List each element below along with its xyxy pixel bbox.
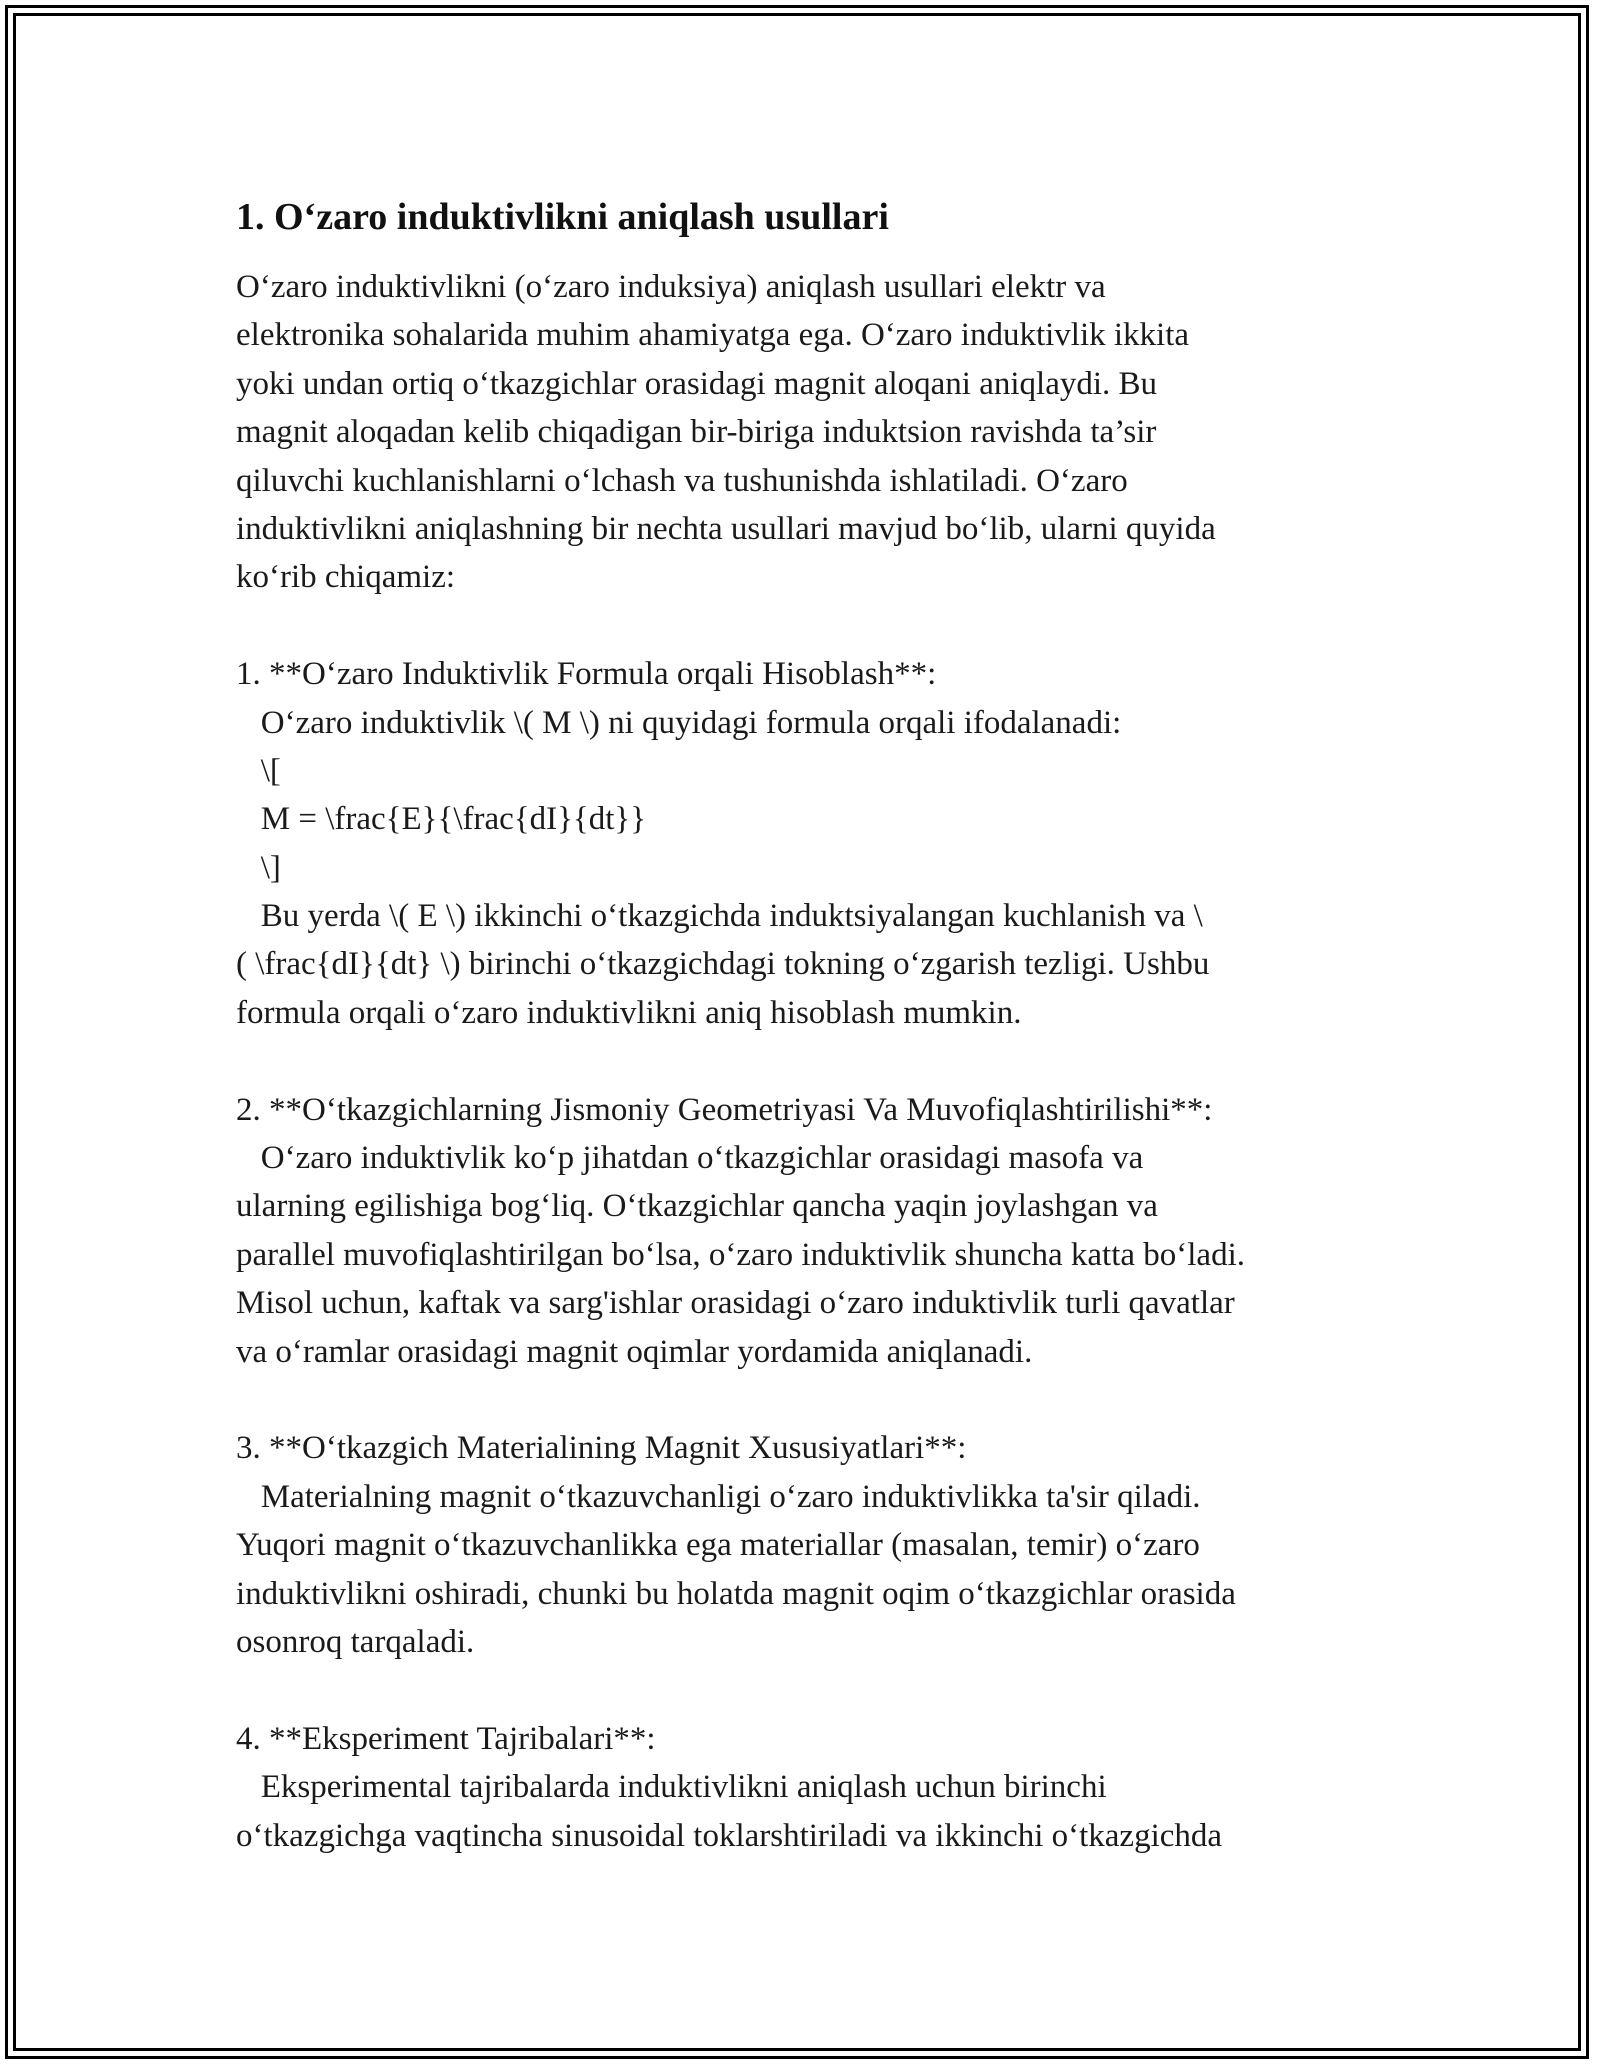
text-line: ularning egilishiga bog‘liq. O‘tkazgichlar qancha yaqin joylashgan va — [236, 1188, 1158, 1225]
text-line: induktivlikni oshiradi, chunki bu holatda magnit oqim o‘tkazgichlar orasida — [236, 1575, 1236, 1612]
text-line: parallel muvofiqlashtirilgan bo‘lsa, o‘zaro induktivlik shuncha katta bo‘ladi. — [236, 1236, 1245, 1273]
blank-line — [236, 602, 1366, 650]
text-line: yoki undan ortiq o‘tkazgichlar orasidagi magnit aloqani aniqlaydi. Bu — [236, 365, 1158, 402]
list-item-heading: 4. **Eksperiment Tajribalari**: — [236, 1720, 656, 1757]
text-line: Bu yerda \( E \) ikkinchi o‘tkazgichda induktsiyalangan kuchlanish va \ — [236, 898, 1203, 935]
formula-line: M = \frac{E}{\frac{dI}{dt}} — [236, 801, 647, 838]
formula-line: \[ — [236, 752, 281, 789]
text-line: O‘zaro induktivlikni (o‘zaro induksiya) aniqlash usullari elektr va — [236, 269, 1106, 305]
text-line: O‘zaro induktivlik \( M \) ni quyidagi formula orqali ifodalanadi: — [236, 704, 1122, 741]
list-item-heading: 2. **O‘tkazgichlarning Jismoniy Geometriyasi Va Muvofiqlashtirilishi**: — [236, 1091, 1213, 1128]
text-line: formula orqali o‘zaro induktivlikni aniq hisoblash mumkin. — [236, 994, 1022, 1031]
text-line: O‘zaro induktivlik ko‘p jihatdan o‘tkazgichlar orasidagi masofa va — [236, 1140, 1144, 1177]
list-item-heading: 1. **O‘zaro Induktivlik Formula orqali Hisoblash**: — [236, 656, 937, 693]
text-line: osonroq tarqaladi. — [236, 1623, 475, 1660]
text-line: Yuqori magnit o‘tkazuvchanlikka ega materiallar (masalan, temir) o‘zaro — [236, 1527, 1200, 1564]
formula-line: \] — [236, 849, 281, 886]
text-line: Misol uchun, kaftak va sarg'ishlar orasidagi o‘zaro induktivlik turli qavatlar — [236, 1285, 1235, 1322]
blank-line — [236, 1376, 1366, 1424]
text-line: va o‘ramlar orasidagi magnit oqimlar yordamida aniqlanadi. — [236, 1333, 1033, 1370]
blank-line — [236, 1037, 1366, 1085]
text-line: magnit aloqadan kelib chiqadigan bir-biriga induktsion ravishda ta’sir — [236, 414, 1157, 451]
text-line: o‘tkazgichga vaqtincha sinusoidal toklarshtiriladi va ikkinchi o‘tkazgichda — [236, 1817, 1223, 1854]
list-item-heading: 3. **O‘tkazgich Materialining Magnit Xususiyatlari**: — [236, 1430, 967, 1467]
text-line: induktivlikni aniqlashning bir nechta usullari mavjud bo‘lib, ularni quyida — [236, 510, 1216, 547]
section-heading: 1. O‘zaro induktivlikni aniqlash usullari — [236, 196, 889, 238]
text-line: ( \frac{dI}{dt} \) birinchi o‘tkazgichdagi tokning o‘zgarish tezligi. Ushbu — [236, 946, 1210, 983]
text-line: elektronika sohalarida muhim ahamiyatga ega. O‘zaro induktivlik ikkita — [236, 317, 1190, 354]
text-line: Eksperimental tajribalarda induktivlikni aniqlash uchun birinchi — [236, 1769, 1107, 1806]
blank-line — [236, 1666, 1366, 1714]
text-line: Materialning magnit o‘tkazuvchanligi o‘zaro induktivlikka ta'sir qiladi. — [236, 1478, 1201, 1515]
document-text — [236, 263, 1366, 1860]
text-line: ko‘rib chiqamiz: — [236, 559, 456, 596]
document-body — [236, 182, 1366, 1860]
text-line: qiluvchi kuchlanishlarni o‘lchash va tushunishda ishlatiladi. O‘zaro — [236, 462, 1128, 499]
